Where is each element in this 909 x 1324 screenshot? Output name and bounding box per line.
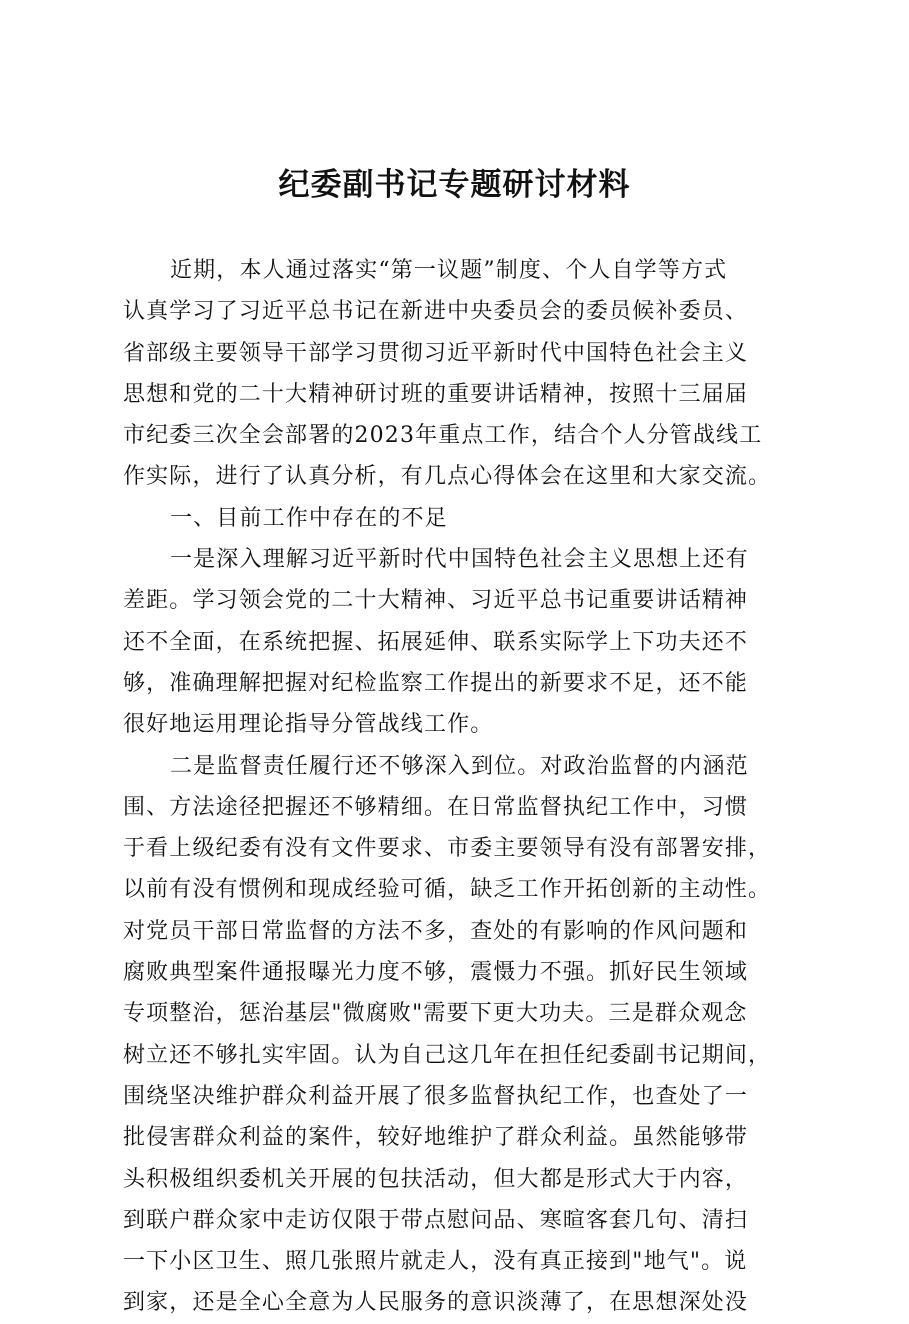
paragraph-line: 认真学习了习近平总书记在新进中央委员会的委员候补委员、 [123,299,749,325]
paragraph-line: 很好地运用理论指导分管战线工作。 [123,712,494,738]
paragraph-line: 够，准确理解把握对纪检监察工作提出的新要求不足，还不能 [123,670,749,696]
paragraph-line: 于看上级纪委有没有文件要求、市委主要领导有没有部署安排， [123,836,772,862]
paragraph-line: 二是监督责任履行还不够深入到位。对政治监督的内涵范 [170,753,749,779]
paragraph-line: 近期，本人通过落实“第一议题”制度、个人自学等方式 [170,258,728,283]
paragraph-line: 还不全面，在系统把握、拓展延伸、联系实际学上下功夫还不 [123,629,749,655]
paragraph-line: 省部级主要领导干部学习贯彻习近平新时代中国特色社会主义 [123,340,749,366]
paragraph-line: 思想和党的二十大精神研讨班的重要讲话精神，按照十三届届 [123,381,749,407]
section-heading: 一、目前工作中存在的不足 [170,505,448,531]
document-title: 纪委副书记专题研讨材料 [278,167,631,203]
document-body [123,250,803,1324]
paragraph-line: 批侵害群众利益的案件，较好地维护了群众利益。虽然能够带 [123,1125,749,1151]
paragraph-line: 对党员干部日常监督的方法不多，查处的有影响的作风问题和 [123,918,749,944]
paragraph-line: 差距。学习领会党的二十大精神、习近平总书记重要讲话精神 [123,588,749,614]
paragraph-line: 树立还不够扎实牢固。认为自己这几年在担任纪委副书记期间， [123,1042,772,1068]
paragraph-line: 围绕坚决维护群众利益开展了很多监督执纪工作，也查处了一 [123,1083,749,1109]
paragraph-line: 一下小区卫生、照几张照片就走人，没有真正接到"地气"。说 [123,1249,748,1275]
paragraph-line: 到家，还是全心全意为人民服务的意识淡薄了，在思想深处没 [123,1290,749,1316]
paragraph-line: 作实际，进行了认真分析，有几点心得体会在这里和大家交流。 [123,464,772,490]
paragraph-line: 腐败典型案件通报曝光力度不够，震慑力不强。抓好民生领域 [123,960,749,986]
paragraph-line: 一是深入理解习近平新时代中国特色社会主义思想上还有 [170,547,749,573]
paragraph-line: 市纪委三次全会部署的2023年重点工作，结合个人分管战线工 [123,423,763,449]
paragraph-line: 到联户群众家中走访仅限于带点慰问品、寒暄客套几句、清扫 [123,1207,749,1233]
paragraph-line: 围、方法途径把握还不够精细。在日常监督执纪工作中，习惯 [123,794,749,820]
paragraph-line: 以前有没有惯例和现成经验可循，缺乏工作开拓创新的主动性。 [123,877,772,903]
paragraph-line: 头积极组织委机关开展的包扶活动，但大都是形式大于内容， [123,1166,749,1192]
paragraph-line: 专项整治，惩治基层"微腐败"需要下更大功夫。三是群众观念 [123,1001,748,1027]
